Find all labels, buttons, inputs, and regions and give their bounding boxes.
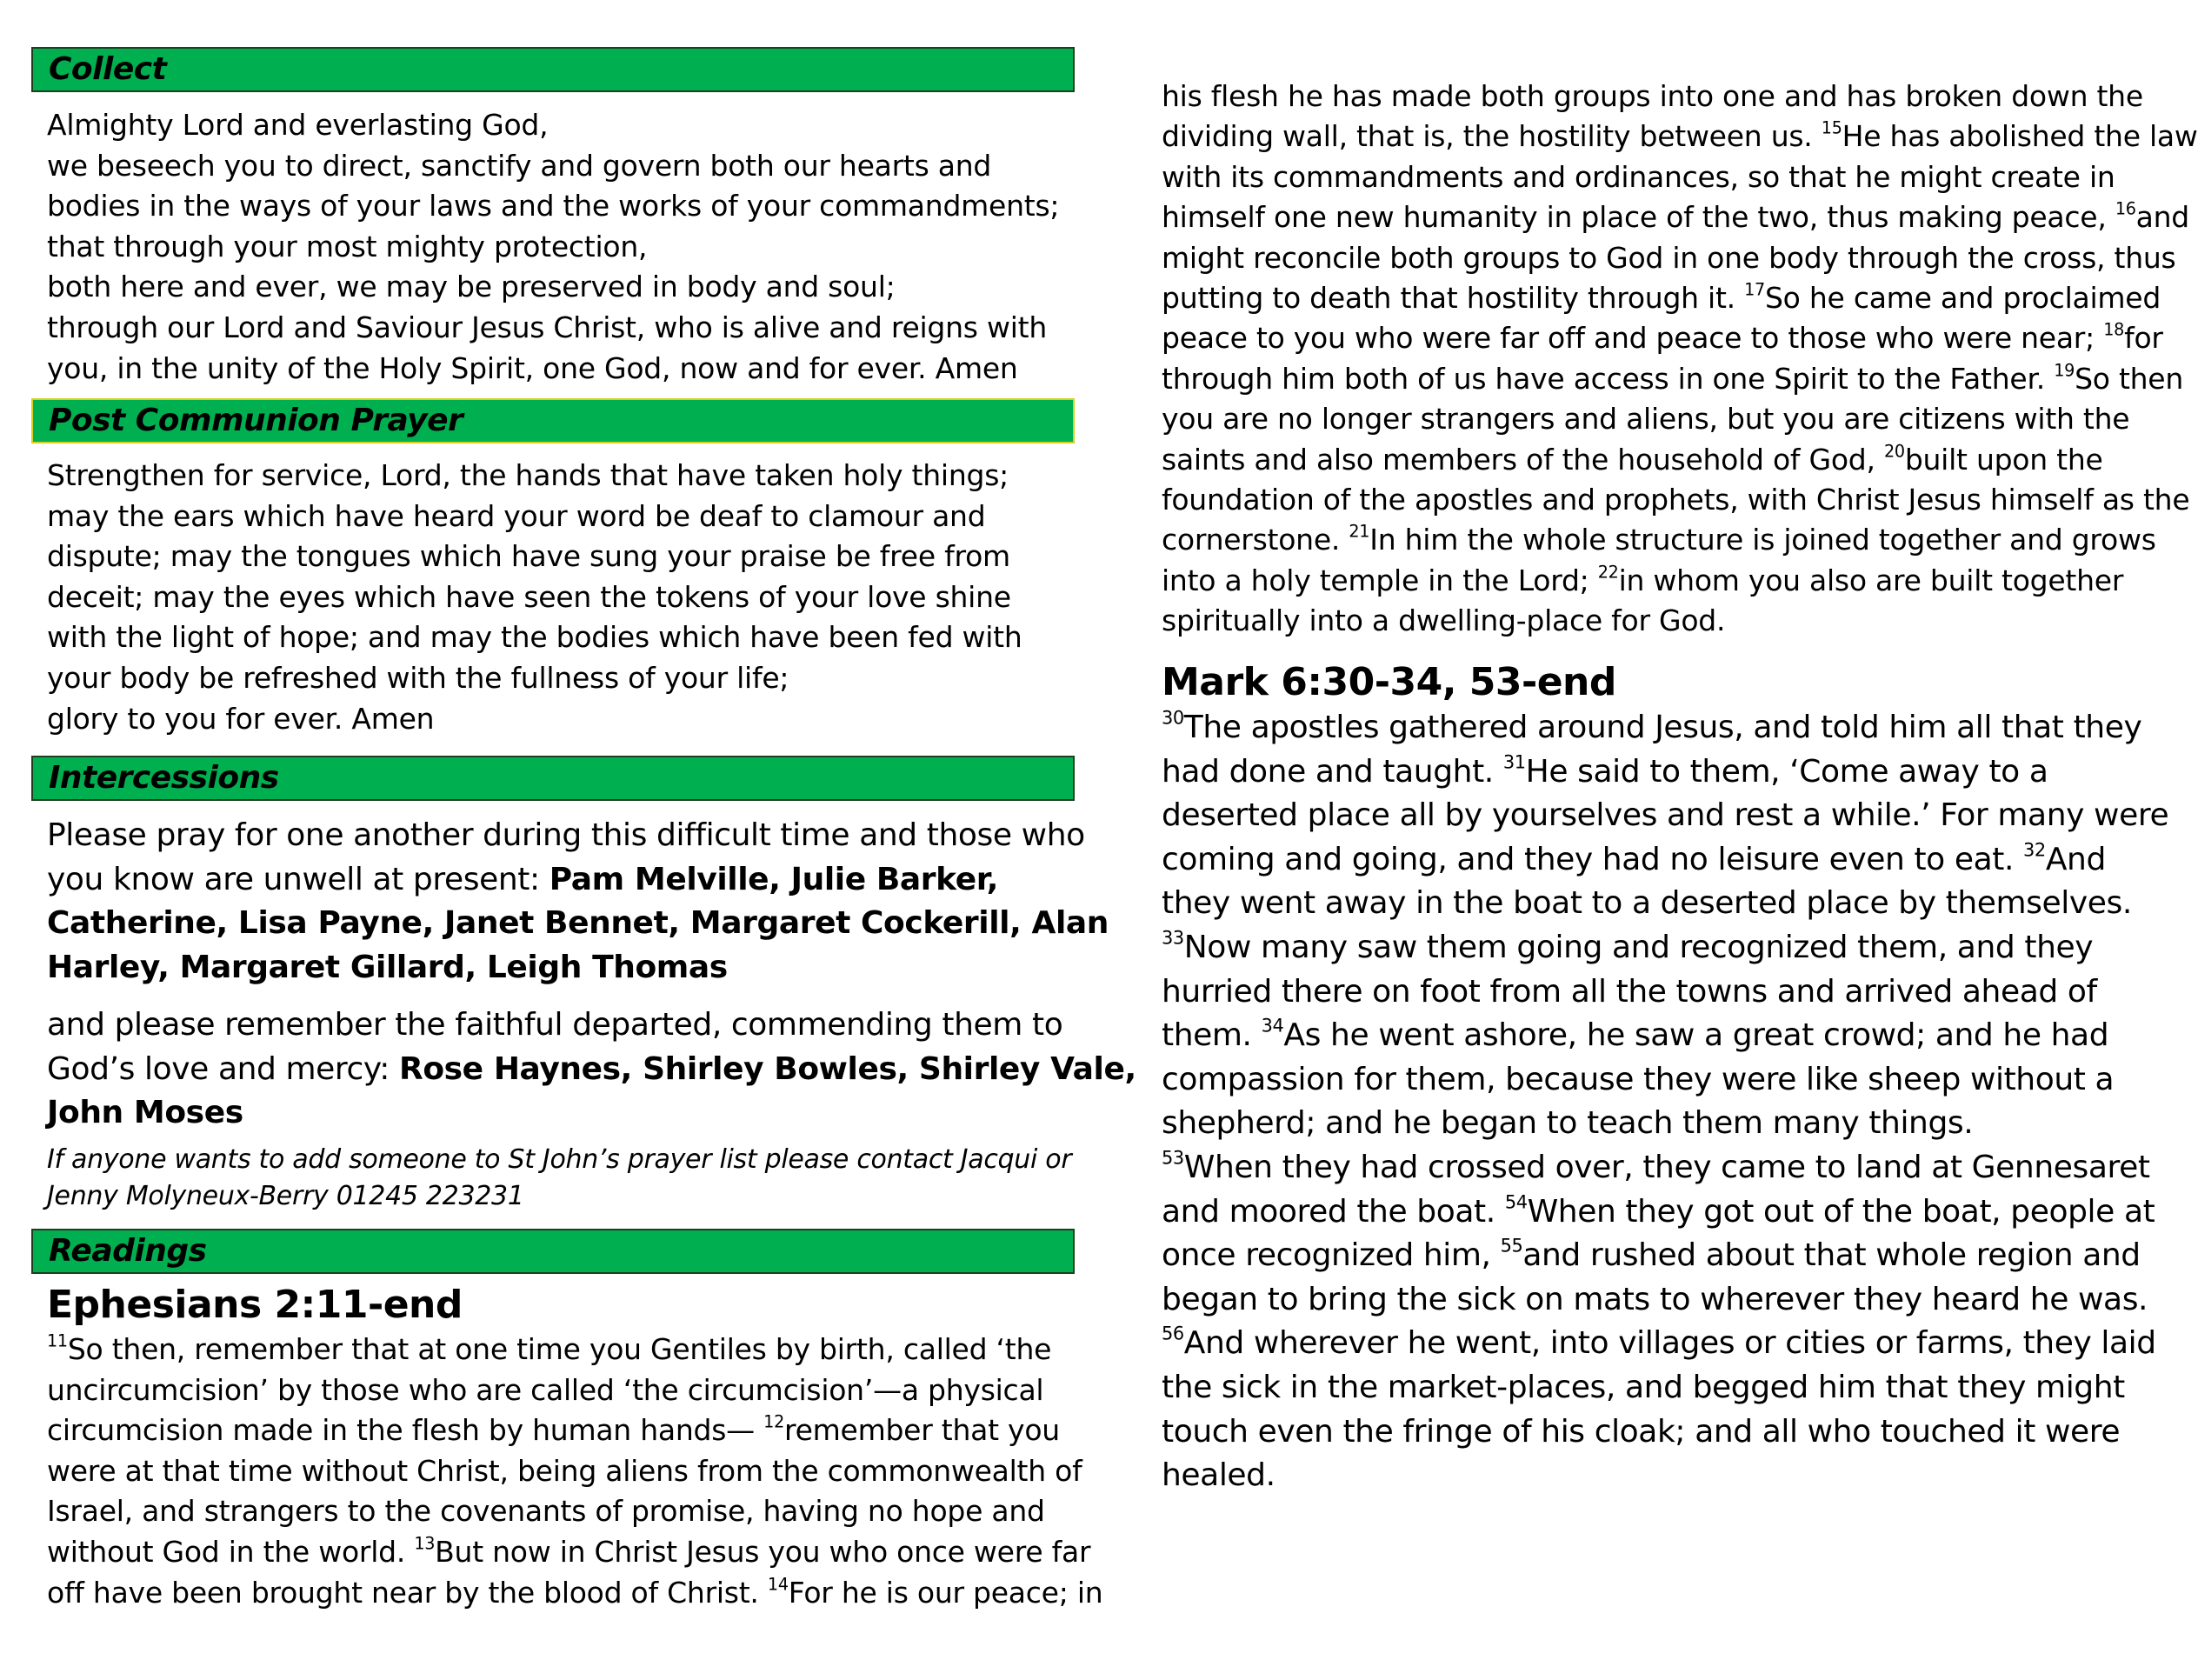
- unwell-names-line-1: Pam Melville, Julie Barker,: [549, 861, 999, 897]
- verse-text: spiritually into a dwelling-place for God.: [1162, 603, 1726, 638]
- verse-number: 21: [1349, 522, 1370, 543]
- scripture-line: [47, 1573, 1103, 1614]
- scripture-line: [1162, 77, 2153, 117]
- text-line: bodies in the ways of your laws and the works of your commandments;: [47, 189, 1060, 223]
- verse-text: Israel, and strangers to the covenants of promise, having no hope and: [47, 1494, 1045, 1529]
- verse-number: 17: [1744, 279, 1765, 300]
- ephesians-text-right: [1162, 77, 2198, 642]
- verse-text: hurried there on foot from all the towns and arrived ahead of: [1162, 973, 2097, 1010]
- verse-text: And: [2045, 841, 2106, 877]
- verse-text: uncircumcision’ by those who are called ‘the circumcision’—a physical: [47, 1372, 1044, 1407]
- verse-text: you are no longer strangers and aliens, but you are citizens with the: [1162, 402, 2130, 437]
- verse-number: 13: [414, 1533, 436, 1554]
- verse-text: He said to them, ‘Come away to a: [1525, 753, 2048, 790]
- text-line: that through your most mighty protection,: [47, 229, 648, 263]
- verse-text: dividing wall, that is, the hostility between us.: [1162, 119, 1822, 154]
- text-line: Strengthen for service, Lord, the hands that have taken holy things;: [47, 458, 1009, 492]
- scripture-line: [1162, 197, 2190, 237]
- collect-heading: Collect: [31, 47, 1075, 92]
- text-line: glory to you for ever. Amen: [47, 701, 435, 736]
- departed-intro-line-2: God’s love and mercy:: [47, 1050, 399, 1087]
- collect-text: [47, 105, 1073, 389]
- scripture-line: [1162, 1366, 2153, 1410]
- scripture-line: [47, 1370, 1073, 1411]
- text-line: we beseech you to direct, sanctify and govern both our hearts and: [47, 148, 992, 183]
- verse-text: began to bring the sick on mats to wherever they heard he was.: [1162, 1281, 2148, 1317]
- verse-text: into a holy temple in the Lord;: [1162, 563, 1598, 597]
- verse-text: and rushed about that whole region and: [1522, 1237, 2141, 1274]
- verse-text: He has abolished the law: [1842, 119, 2198, 154]
- verse-number: 11: [47, 1330, 68, 1351]
- text-line: Jenny Molyneux-Berry 01245 223231: [47, 1181, 524, 1211]
- scripture-line: [47, 1491, 1073, 1532]
- verse-number: 14: [767, 1574, 789, 1595]
- unwell-names-line-2: Catherine, Lisa Payne, Janet Bennet, Margaret Cockerill, Alan: [47, 905, 1109, 941]
- scripture-line: [1162, 882, 2153, 926]
- verse-text: built upon the: [1904, 442, 2103, 477]
- verse-text: were at that time without Christ, being aliens from the commonwealth of: [47, 1453, 1082, 1488]
- verse-text: for: [2124, 321, 2163, 356]
- ephesians-title: Ephesians 2:11-end: [47, 1283, 463, 1327]
- text-line: with the light of hope; and may the bodies which have been fed with: [47, 620, 1022, 655]
- verse-text: remember that you: [784, 1413, 1060, 1448]
- text-line: you, in the unity of the Holy Spirit, one God, now and for ever. Amen: [47, 350, 1018, 385]
- verse-text: Now many saw them going and recognized them, and they: [1183, 929, 2094, 965]
- verse-text: saints and also members of the household of God,: [1162, 442, 1884, 477]
- verse-text: For he is our peace; in: [788, 1575, 1103, 1610]
- scripture-line: [1162, 1278, 2153, 1323]
- scripture-line: [1162, 1454, 2153, 1498]
- text-line: deceit; may the eyes which have seen the tokens of your love shine: [47, 579, 1011, 614]
- verse-number: 12: [763, 1411, 784, 1432]
- text-line: may the ears which have heard your word be deaf to clamour and: [47, 498, 986, 533]
- verse-text: and moored the boat.: [1162, 1193, 1505, 1230]
- verse-text: As he went ashore, he saw a great crowd; and he had: [1283, 1017, 2109, 1054]
- verse-text: So then: [2075, 361, 2184, 396]
- verse-number: 20: [1883, 441, 1905, 462]
- scripture-line: [1162, 480, 2190, 520]
- ephesians-text-left: [47, 1330, 1103, 1613]
- verse-number: 18: [2103, 320, 2125, 341]
- mark-text: [1162, 706, 2169, 1498]
- verse-text: off have been brought near by the blood of Christ.: [47, 1575, 768, 1610]
- verse-text: himself one new humanity in place of the two, thus making peace,: [1162, 200, 2115, 235]
- post-communion-text: [47, 456, 1073, 739]
- verse-number: 56: [1162, 1323, 1184, 1344]
- scripture-line: [1162, 706, 2153, 750]
- prayer-list-note: [47, 1142, 1073, 1215]
- scripture-line: [1162, 157, 2153, 197]
- text-line: your body be refreshed with the fullness of your life;: [47, 660, 789, 695]
- verse-text: without God in the world.: [47, 1534, 415, 1569]
- scripture-line: [47, 1451, 1082, 1492]
- scripture-line: [1162, 750, 2153, 795]
- verse-text: When they got out of the boat, people at: [1527, 1193, 2155, 1230]
- scripture-line: [1162, 318, 2163, 358]
- verse-number: 54: [1504, 1190, 1528, 1212]
- verse-text: once recognized him,: [1162, 1237, 1501, 1274]
- verse-number: 55: [1500, 1235, 1523, 1257]
- departed-intro-line-1: and please remember the faithful departed, commending them to: [47, 1007, 1063, 1043]
- verse-text: But now in Christ Jesus you who once were far: [435, 1534, 1091, 1569]
- mark-title: Mark 6:30-34, 53-end: [1162, 660, 1616, 704]
- verse-text: And wherever he went, into villages or cities or farms, they laid: [1183, 1325, 2156, 1362]
- scripture-line: [47, 1532, 1091, 1573]
- verse-text: deserted place all by yourselves and rest a while.’ For many were: [1162, 797, 2169, 834]
- text-line: dispute; may the tongues which have sung your praise be free from: [47, 539, 1010, 574]
- scripture-line: [1162, 1234, 2153, 1278]
- unwell-names-line-3: Harley, Margaret Gillard, Leigh Thomas: [47, 949, 728, 985]
- unwell-intro-line-1: Please pray for one another during this difficult time and those who: [47, 817, 1085, 853]
- scripture-line: [1162, 440, 2153, 480]
- scripture-line: [1162, 561, 2153, 601]
- scripture-line: [1162, 399, 2153, 439]
- verse-text: coming and going, and they had no leisure even to eat.: [1162, 841, 2024, 877]
- departed-paragraph: [47, 1003, 1136, 1136]
- text-line: If anyone wants to add someone to St John’s prayer list please contact Jacqui or: [47, 1144, 1072, 1175]
- verse-number: 32: [2023, 839, 2046, 861]
- post-communion-heading: Post Communion Prayer: [31, 398, 1075, 443]
- scripture-line: [1162, 1058, 2153, 1103]
- verse-text: healed.: [1162, 1457, 1276, 1494]
- scripture-line: [1162, 359, 2184, 399]
- verse-text: and: [2135, 200, 2190, 235]
- readings-heading: Readings: [31, 1229, 1075, 1274]
- scripture-line: [1162, 1014, 2153, 1058]
- unwell-intro-line-2: you know are unwell at present:: [47, 861, 550, 897]
- verse-text: through him both of us have access in one Spirit to the Father.: [1162, 361, 2055, 396]
- verse-text: peace to you who were far off and peace to those who were near;: [1162, 321, 2104, 356]
- scripture-line: [1162, 278, 2161, 318]
- scripture-line: [1162, 1102, 2153, 1146]
- scripture-line: [1162, 1322, 2156, 1366]
- scripture-line: [1162, 926, 2153, 970]
- verse-number: 30: [1162, 707, 1184, 729]
- verse-number: 22: [1597, 562, 1619, 583]
- scripture-line: [1162, 601, 2153, 641]
- verse-number: 53: [1162, 1147, 1184, 1169]
- verse-number: 19: [2054, 360, 2075, 381]
- verse-text: circumcision made in the flesh by human hands—: [47, 1413, 764, 1448]
- verse-text: had done and taught.: [1162, 753, 1503, 790]
- text-line: Almighty Lord and everlasting God,: [47, 108, 549, 142]
- departed-names-line-2: John Moses: [47, 1095, 243, 1130]
- verse-text: shepherd; and he began to teach them many things.: [1162, 1105, 1974, 1142]
- verse-text: compassion for them, because they were like sheep without a: [1162, 1061, 2115, 1097]
- scripture-line: [1162, 1190, 2153, 1235]
- verse-text: the sick in the market-places, and begged him that they might: [1162, 1369, 2125, 1405]
- scripture-line: [47, 1330, 1073, 1370]
- verse-text: them.: [1162, 1017, 1262, 1054]
- verse-text: they went away in the boat to a deserted place by themselves.: [1162, 885, 2132, 922]
- verse-text: When they had crossed over, they came to land at Gennesaret: [1183, 1149, 2150, 1185]
- scripture-line: [47, 1410, 1073, 1451]
- verse-text: touch even the fringe of his cloak; and all who touched it were: [1162, 1413, 2121, 1450]
- verse-text: foundation of the apostles and prophets, with Christ Jesus himself as the: [1162, 483, 2190, 517]
- verse-number: 34: [1261, 1015, 1284, 1037]
- verse-text: might reconcile both groups to God in one body through the cross, thus: [1162, 240, 2176, 275]
- scripture-line: [1162, 794, 2169, 838]
- text-line: through our Lord and Saviour Jesus Christ, who is alive and reigns with: [47, 310, 1047, 344]
- scripture-line: [1162, 970, 2153, 1015]
- scripture-line: [1162, 1410, 2153, 1455]
- scripture-line: [1162, 838, 2153, 883]
- verse-number: 31: [1502, 750, 1526, 772]
- scripture-line: [1162, 238, 2176, 278]
- departed-names-line-1: Rose Haynes, Shirley Bowles, Shirley Vale,: [399, 1050, 1136, 1087]
- verse-text: In him the whole structure is joined together and grows: [1369, 523, 2156, 557]
- verse-text: cornerstone.: [1162, 523, 1349, 557]
- verse-number: 15: [1821, 118, 1842, 139]
- scripture-line: [1162, 520, 2156, 560]
- verse-text: So he came and proclaimed: [1764, 281, 2161, 316]
- verse-text: with its commandments and ordinances, so that he might create in: [1162, 159, 2115, 194]
- text-line: both here and ever, we may be preserved in body and soul;: [47, 270, 896, 304]
- verse-text: his flesh he has made both groups into one and has broken down the: [1162, 79, 2143, 113]
- verse-text: putting to death that hostility through it.: [1162, 281, 1745, 316]
- scripture-line: [1162, 117, 2198, 157]
- intercessions-heading: Intercessions: [31, 756, 1075, 801]
- verse-text: in whom you also are built together: [1618, 563, 2124, 597]
- verse-number: 16: [2115, 198, 2136, 219]
- unwell-paragraph: [47, 814, 1109, 990]
- scripture-line: [1162, 1146, 2153, 1190]
- verse-text: The apostles gathered around Jesus, and told him all that they: [1183, 710, 2142, 745]
- verse-text: So then, remember that at one time you Gentiles by birth, called ‘the: [67, 1332, 1052, 1366]
- verse-number: 33: [1162, 927, 1184, 949]
